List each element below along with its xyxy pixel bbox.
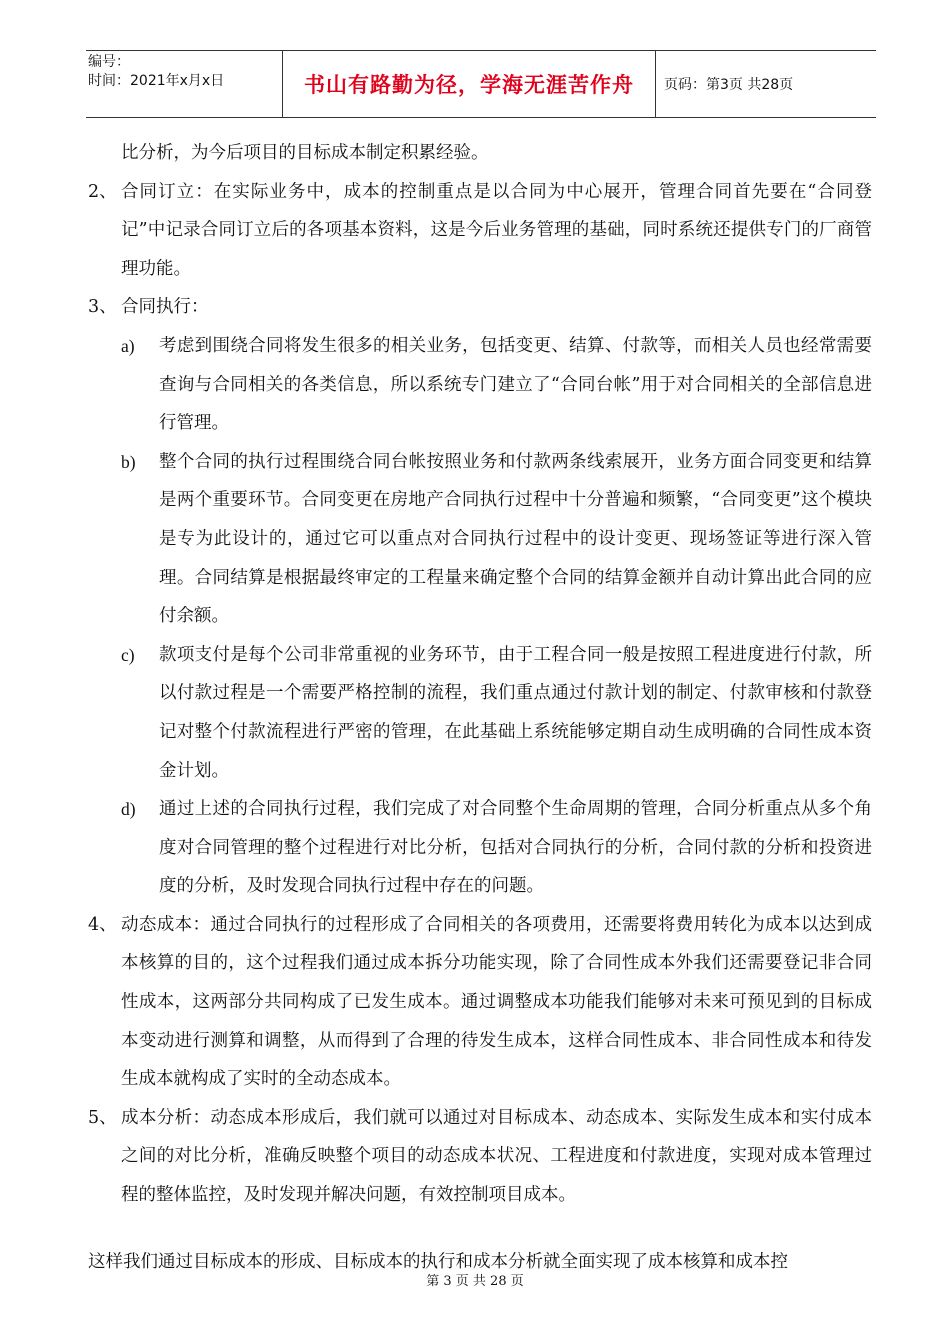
- sub-item: [121, 790, 872, 906]
- sub-item: [121, 443, 872, 636]
- document-body: [88, 134, 872, 1281]
- number-label: 编号：: [88, 54, 130, 70]
- sub-item-label: b): [121, 451, 136, 472]
- list-item: [88, 1099, 872, 1215]
- item-number: 2、: [88, 181, 117, 202]
- item-text: 成本分析：动态成本形成后，我们就可以通过对目标成本、动态成本、实际发生成本和实付成本之间的对比分析，准确反映整个项目的动态成本状况、工程进度和付款进度，实现对成本管理过程的整体监控，及时发现并解决问题，有效控制项目成本。: [121, 1107, 872, 1206]
- header-page-info: 页码：第3页 共28页: [664, 77, 794, 93]
- page-footer: [0, 1270, 950, 1289]
- final-paragraph: 这样我们通过目标成本的形成、目标成本的执行和成本分析就全面实现了成本核算和成本控: [88, 1251, 788, 1272]
- sub-item-text: 考虑到围绕合同将发生很多的相关业务，包括变更、结算、付款等，而相关人员也经常需要查询与合同相关的各类信息，所以系统专门建立了“合同台帐”用于对合同相关的全部信息进行管理。: [159, 335, 872, 434]
- item-number: 4、: [88, 914, 117, 935]
- page-header: [86, 50, 876, 118]
- sub-item-label: c): [121, 644, 135, 665]
- sub-item: [121, 636, 872, 790]
- sub-item: [121, 327, 872, 443]
- item-text: 合同订立：在实际业务中，成本的控制重点是以合同为中心展开，管理合同首先要在“合同登记”中记录合同订立后的各项基本资料，这是今后业务管理的基础，同时系统还提供专门的厂商管理功能。: [121, 181, 872, 279]
- header-motto: 书山有路勤为径，学海无涯苦作舟: [282, 51, 656, 117]
- list-item: [88, 906, 872, 1099]
- header-meta: [86, 51, 282, 117]
- sub-item-text: 款项支付是每个公司非常重视的业务环节，由于工程合同一般是按照工程进度进行付款，所以付款过程是一个需要严格控制的流程，我们重点通过付款计划的制定、付款审核和付款登记对整个付款流程进行严密的管理，在此基础上系统能够定期自动生成明确的合同性成本资金计划。: [159, 644, 872, 781]
- continuation-paragraph: 比分析，为今后项目的目标成本制定积累经验。: [121, 143, 489, 163]
- item-text: 合同执行：: [121, 297, 209, 318]
- sub-item-label: d): [121, 799, 136, 820]
- footer-page-number: 第 3 页 共 28 页: [426, 1274, 524, 1289]
- item-number: 5、: [88, 1107, 117, 1128]
- sub-item-text: 通过上述的合同执行过程，我们完成了对合同整个生命周期的管理，合同分析重点从多个角度对合同管理的整个过程进行对比分析，包括对合同执行的分析，合同付款的分析和投资进度的分析，及时发现合同执行过程中存在的问题。: [159, 799, 872, 897]
- item-text: 动态成本：通过合同执行的过程形成了合同相关的各项费用，还需要将费用转化为成本以达到成本核算的目的，这个过程我们通过成本拆分功能实现，除了合同性成本外我们还需要登记非合同性成本，这两部分共同构成了已发生成本。通过调整成本功能我们能够对未来可预见到的目标成本变动进行测算和调整，从而得到了合理的待发生成本，这样合同性成本、非合同性成本和待发生成本就构成了实时的全动态成本。: [121, 914, 872, 1090]
- list-item: [88, 288, 872, 327]
- sub-item-label: a): [121, 335, 135, 356]
- item-number: 3、: [88, 297, 117, 318]
- sub-item-text: 整个合同的执行过程围绕合同台帐按照业务和付款两条线索展开，业务方面合同变更和结算是两个重要环节。合同变更在房地产合同执行过程中十分普遍和频繁，“合同变更”这个模块是专为此设计的，通过它可以重点对合同执行过程中的设计变更、现场签证等进行深入管理。合同结算是根据最终审定的工程量来确定整个合同的结算金额并自动计算出此合同的应付余额。: [159, 451, 872, 627]
- time-label: 时间：2021年x月x日: [88, 73, 225, 89]
- list-item: [88, 173, 872, 289]
